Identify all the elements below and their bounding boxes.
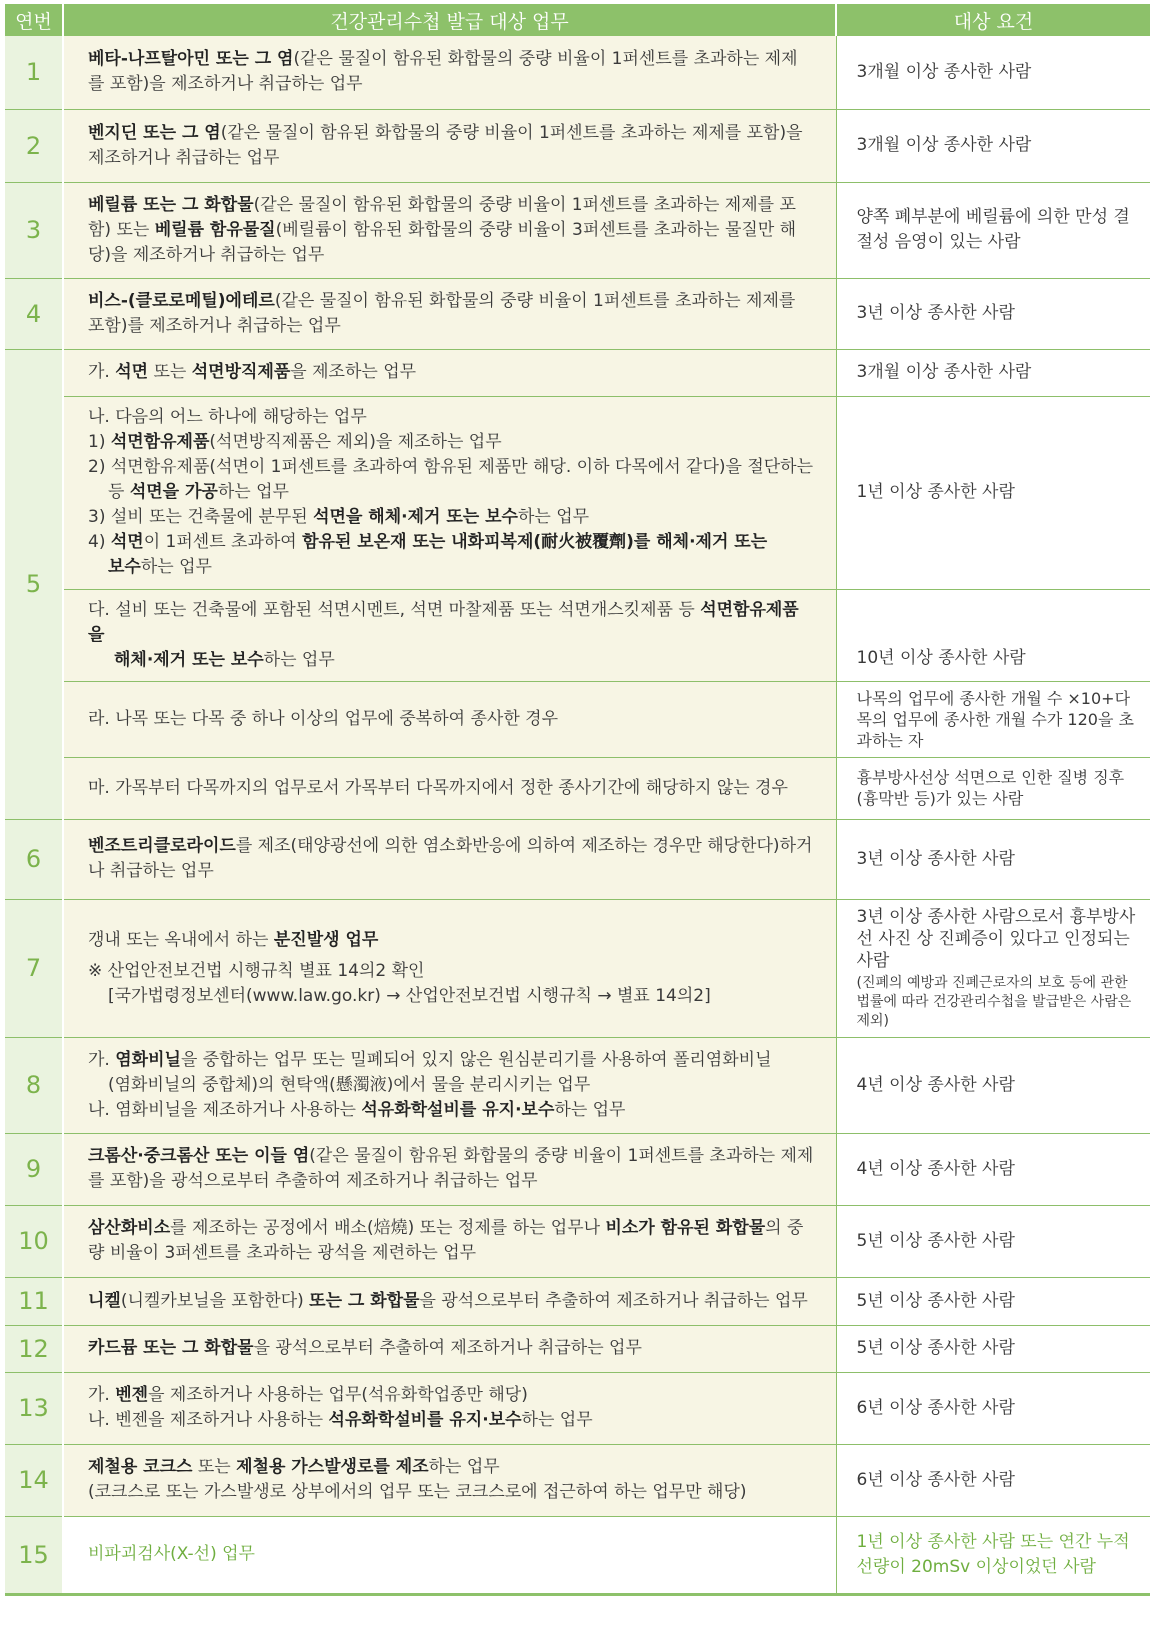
requirement-cell: 3개월 이상 종사한 사람 — [836, 349, 1150, 396]
table-row — [5, 396, 1150, 589]
row-number: 9 — [5, 1133, 63, 1205]
task-cell: 니켈(니켈카보닐을 포함한다) 또는 그 화합물을 광석으로부터 추출하여 제조하거나 취급하는 업무 — [63, 1277, 836, 1325]
table-row — [5, 1325, 1150, 1372]
table-row — [5, 1277, 1150, 1325]
requirement-cell: 5년 이상 종사한 사람 — [836, 1277, 1150, 1325]
requirement-cell: 3년 이상 종사한 사람 — [836, 819, 1150, 899]
table-row — [5, 681, 1150, 757]
table-row — [5, 278, 1150, 349]
task-cell: 비파괴검사(X-선) 업무 — [63, 1516, 836, 1594]
row-number: 2 — [5, 109, 63, 182]
requirement-cell: 3년 이상 종사한 사람으로서 흉부방사선 사진 상 진폐증이 있다고 인정되는 사람 (진폐의 예방과 진폐근로자의 보호 등에 관한 법률에 따라 건강관리수첩을 발급받은 사람은 제외) — [836, 899, 1150, 1037]
row-number: 14 — [5, 1444, 63, 1516]
task-cell: 벤지딘 또는 그 염(같은 물질이 함유된 화합물의 중량 비율이 1퍼센트를 초과하는 제제를 포함)을 제조하거나 취급하는 업무 — [63, 109, 836, 182]
task-cell: 마. 가목부터 다목까지의 업무로서 가목부터 다목까지에서 정한 종사기간에 해당하지 않는 경우 — [63, 757, 836, 819]
row-number: 12 — [5, 1325, 63, 1372]
task-cell: 크롬산·중크롬산 또는 이들 염(같은 물질이 함유된 화합물의 중량 비율이 1퍼센트를 초과하는 제제를 포함)을 광석으로부터 추출하여 제조하거나 취급하는 업무 — [63, 1133, 836, 1205]
row-number: 11 — [5, 1277, 63, 1325]
header-no: 연번 — [5, 4, 63, 36]
task-cell: 갱내 또는 옥내에서 하는 분진발생 업무 ※ 산업안전보건법 시행규칙 별표 14의2 확인 [국가법령정보센터(www.law.go.kr) → 산업안전보건법 시행규칙 → 별표 14의2] — [63, 899, 836, 1037]
task-cell: 삼산화비소를 제조하는 공정에서 배소(焙燒) 또는 정제를 하는 업무나 비소가 함유된 화합물의 중량 비율이 3퍼센트를 초과하는 광석을 제련하는 업무 — [63, 1205, 836, 1277]
requirement-cell: 6년 이상 종사한 사람 — [836, 1372, 1150, 1444]
table-row — [5, 1133, 1150, 1205]
table-row — [5, 757, 1150, 819]
task-cell: 베타-나프탈아민 또는 그 염(같은 물질이 함유된 화합물의 중량 비율이 1퍼센트를 초과하는 제제를 포함)을 제조하거나 취급하는 업무 — [63, 36, 836, 109]
table-row — [5, 1037, 1150, 1133]
row-number: 5 — [5, 349, 63, 819]
table-row — [5, 819, 1150, 899]
task-cell: 다. 설비 또는 건축물에 포함된 석면시멘트, 석면 마찰제품 또는 석면개스킷제품 등 석면함유제품을 해체·제거 또는 보수하는 업무 — [63, 589, 836, 681]
task-cell: 나. 다음의 어느 하나에 해당하는 업무 1) 석면함유제품(석면방직제품은 제외)을 제조하는 업무 2) 석면함유제품(석면이 1퍼센트를 초과하여 함유된 제품만 해당. 이하 다목에서 같다)을 절단하는 등 석면을 가공하는 업무 3) 설비 또는 건축물에 분무된 석면을 해체·제거 또는 보수하는 업무 4) 석면이 1퍼센트 초과하여 함유된 보온재 또는 내화피복제(耐火被覆劑)를 해체·제거 또는 보수하는 업무 — [63, 396, 836, 589]
task-cell: 라. 나목 또는 다목 중 하나 이상의 업무에 중복하여 종사한 경우 — [63, 681, 836, 757]
table-row — [5, 1444, 1150, 1516]
task-cell: 제철용 코크스 또는 제철용 가스발생로를 제조하는 업무 (코크스로 또는 가스발생로 상부에서의 업무 또는 코크스로에 접근하여 하는 업무만 해당) — [63, 1444, 836, 1516]
table-row — [5, 589, 1150, 681]
table-row — [5, 349, 1150, 396]
header-task: 건강관리수첩 발급 대상 업무 — [63, 4, 836, 36]
row-number: 13 — [5, 1372, 63, 1444]
requirement-cell: 1년 이상 종사한 사람 또는 연간 누적선량이 20mSv 이상이었던 사람 — [836, 1516, 1150, 1594]
task-cell: 가. 염화비닐을 중합하는 업무 또는 밀폐되어 있지 않은 원심분리기를 사용하여 폴리염화비닐 (염화비닐의 중합체)의 현탁액(懸濁液)에서 물을 분리시키는 업무 나. 염화비닐을 제조하거나 사용하는 석유화학설비를 유지·보수하는 업무 — [63, 1037, 836, 1133]
row-number: 4 — [5, 278, 63, 349]
row-number: 10 — [5, 1205, 63, 1277]
requirement-cell: 3년 이상 종사한 사람 — [836, 278, 1150, 349]
requirement-cell: 나목의 업무에 종사한 개월 수 ×10+다목의 업무에 종사한 개월 수가 120을 초과하는 자 — [836, 681, 1150, 757]
requirement-cell: 5년 이상 종사한 사람 — [836, 1325, 1150, 1372]
requirement-cell: 5년 이상 종사한 사람 — [836, 1205, 1150, 1277]
table-row — [5, 36, 1150, 109]
task-cell: 카드뮴 또는 그 화합물을 광석으로부터 추출하여 제조하거나 취급하는 업무 — [63, 1325, 836, 1372]
table-row — [5, 109, 1150, 182]
table-row — [5, 1516, 1150, 1594]
requirement-cell: 10년 이상 종사한 사람 — [836, 589, 1150, 681]
table-header-row — [5, 4, 1150, 36]
row-number: 3 — [5, 182, 63, 278]
requirement-cell: 4년 이상 종사한 사람 — [836, 1133, 1150, 1205]
requirement-cell: 3개월 이상 종사한 사람 — [836, 36, 1150, 109]
requirement-cell: 4년 이상 종사한 사람 — [836, 1037, 1150, 1133]
requirement-cell: 3개월 이상 종사한 사람 — [836, 109, 1150, 182]
row-number: 8 — [5, 1037, 63, 1133]
task-cell: 가. 석면 또는 석면방직제품을 제조하는 업무 — [63, 349, 836, 396]
health-notebook-table — [5, 4, 1150, 1596]
requirement-cell: 1년 이상 종사한 사람 — [836, 396, 1150, 589]
row-number: 1 — [5, 36, 63, 109]
header-requirement: 대상 요건 — [836, 4, 1150, 36]
requirement-cell: 흉부방사선상 석면으로 인한 질병 징후(흉막반 등)가 있는 사람 — [836, 757, 1150, 819]
requirement-cell: 6년 이상 종사한 사람 — [836, 1444, 1150, 1516]
row-number: 7 — [5, 899, 63, 1037]
row-number: 6 — [5, 819, 63, 899]
table-row — [5, 182, 1150, 278]
task-cell: 베릴륨 또는 그 화합물(같은 물질이 함유된 화합물의 중량 비율이 1퍼센트를 초과하는 제제를 포함) 또는 베릴륨 함유물질(베릴륨이 함유된 화합물의 중량 비율이 3퍼센트를 초과하는 물질만 해당)을 제조하거나 취급하는 업무 — [63, 182, 836, 278]
table-row — [5, 1205, 1150, 1277]
task-cell: 비스-(클로로메틸)에테르(같은 물질이 함유된 화합물의 중량 비율이 1퍼센트를 초과하는 제제를 포함)를 제조하거나 취급하는 업무 — [63, 278, 836, 349]
table-row — [5, 899, 1150, 1037]
requirement-cell: 양쪽 폐부분에 베릴륨에 의한 만성 결절성 음영이 있는 사람 — [836, 182, 1150, 278]
task-cell: 벤조트리클로라이드를 제조(태양광선에 의한 염소화반응에 의하여 제조하는 경우만 해당한다)하거나 취급하는 업무 — [63, 819, 836, 899]
table-row — [5, 1372, 1150, 1444]
row-number: 15 — [5, 1516, 63, 1594]
task-cell: 가. 벤젠을 제조하거나 사용하는 업무(석유화학업종만 해당) 나. 벤젠을 제조하거나 사용하는 석유화학설비를 유지·보수하는 업무 — [63, 1372, 836, 1444]
